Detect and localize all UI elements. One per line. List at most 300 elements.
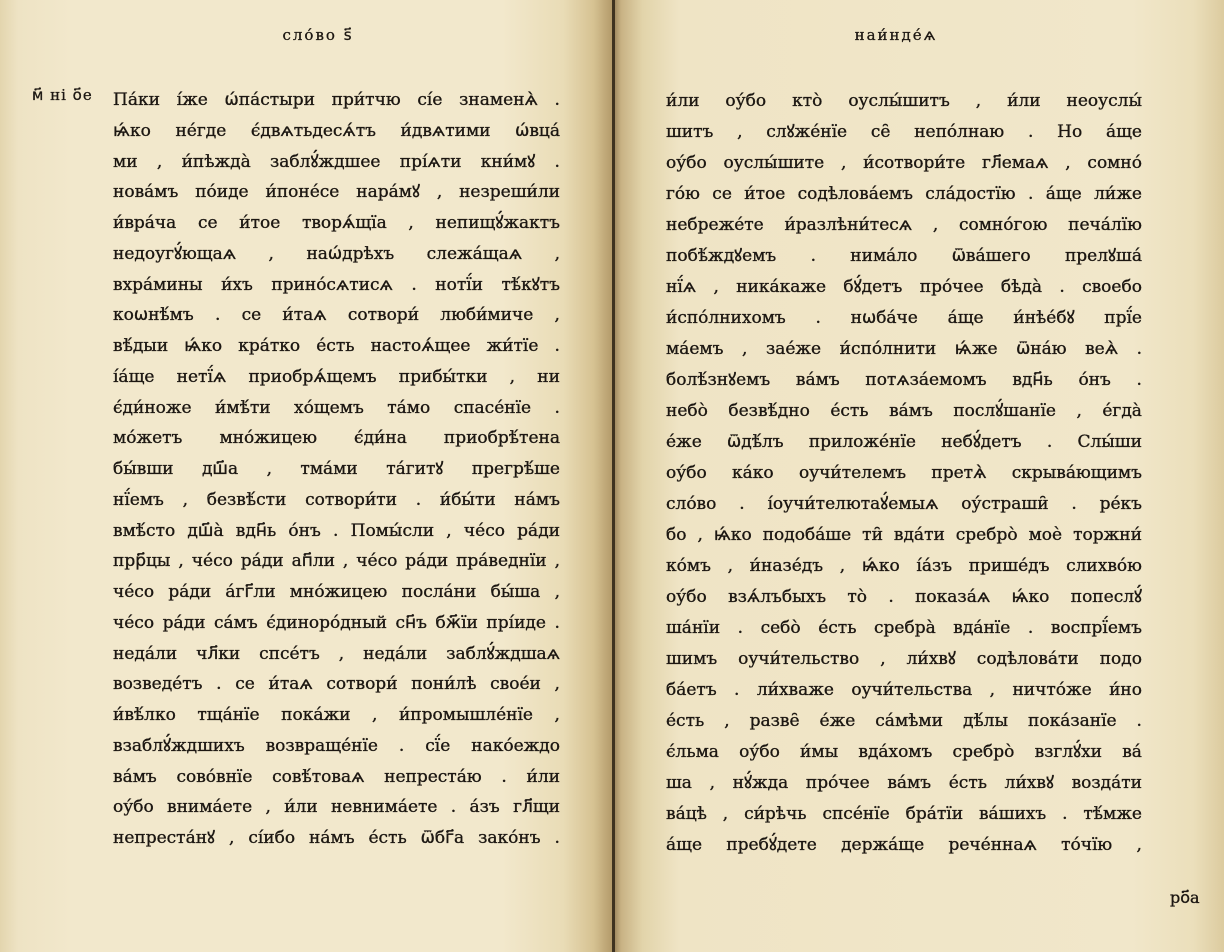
word: вда́ти xyxy=(893,525,945,545)
word: шимъ xyxy=(666,649,718,669)
word: при́тчю xyxy=(331,90,401,110)
word: подоба́ше xyxy=(762,525,852,545)
word: а́ще xyxy=(666,835,703,855)
word: приобрѧ́щемъ xyxy=(248,366,377,387)
word: , xyxy=(839,556,846,576)
word: нара́мꙋ xyxy=(356,182,420,203)
word: возведе́тъ xyxy=(113,674,203,695)
word: и́мы xyxy=(800,742,839,762)
word: рече́ннаѧ xyxy=(948,835,1037,855)
word: . xyxy=(554,151,560,172)
word: ва́цѣ xyxy=(666,804,707,824)
word: посла́ни xyxy=(401,582,477,602)
word: сї́е xyxy=(425,735,451,756)
word: попеслꙋ́ xyxy=(1070,587,1142,607)
word: се xyxy=(712,184,732,204)
text-line xyxy=(666,210,1142,241)
word: пока́занїе xyxy=(1028,711,1117,731)
word: то̀ xyxy=(847,587,867,607)
text-line xyxy=(666,613,1142,644)
word: вмѣ́сто xyxy=(113,520,176,541)
word: пребꙋ́дете xyxy=(726,835,817,855)
word: а́ще xyxy=(1105,122,1142,142)
word: Помы́сли xyxy=(350,520,435,541)
word: чл҃ки xyxy=(196,643,241,664)
text-line xyxy=(666,768,1142,799)
text-line xyxy=(666,582,1142,613)
word: кра́тко xyxy=(238,336,301,356)
word: ли́хвꙋ xyxy=(1004,773,1054,793)
word: прише́дъ xyxy=(968,556,1050,576)
word: неда́ли xyxy=(363,643,428,664)
word: ра́ди xyxy=(517,520,560,541)
word: хо́щемъ xyxy=(294,397,364,418)
word: є́льма xyxy=(666,742,719,762)
word: мно́жицею xyxy=(289,582,388,602)
word: ѩ́ко xyxy=(713,525,752,545)
word: недоугꙋ́ющаѧ xyxy=(113,243,237,264)
word: бы́вши xyxy=(113,459,174,479)
text-line xyxy=(666,396,1142,427)
word: , xyxy=(1136,835,1142,855)
running-head-right: наи́нде́ѧ xyxy=(854,26,938,44)
word: непищꙋ́жактъ xyxy=(435,213,560,233)
word: , xyxy=(709,773,716,793)
text-line xyxy=(113,331,560,362)
word: тща́нїе xyxy=(197,705,260,725)
word: ра́ди xyxy=(240,551,284,572)
word: нї́емъ xyxy=(113,489,164,510)
word: ра́ди xyxy=(168,582,212,602)
word: го́ю xyxy=(666,184,700,204)
word: неда́ли xyxy=(113,643,178,664)
word: сло́во xyxy=(666,494,717,514)
text-line xyxy=(666,427,1142,458)
word: и́ли xyxy=(666,91,700,111)
word: е́сть xyxy=(818,618,857,638)
word: и́нѣе́бꙋ xyxy=(1013,308,1075,328)
word: не́где xyxy=(175,120,227,141)
right-text-block xyxy=(666,86,1142,861)
text-line xyxy=(113,116,560,147)
text-line xyxy=(666,148,1142,179)
word: тма́ми xyxy=(300,459,358,479)
word: ва́мъ xyxy=(113,766,157,787)
text-line xyxy=(113,362,560,393)
text-line xyxy=(113,454,560,485)
word: заблꙋ́ждшаѧ xyxy=(446,643,560,664)
word: . xyxy=(810,246,816,266)
word: оучи́тельства xyxy=(851,680,973,700)
word: содѣлова́емъ xyxy=(797,184,913,204)
word: , xyxy=(554,582,560,602)
word: послꙋ́шанїе xyxy=(953,401,1056,421)
word: скрыва́ющимъ xyxy=(1011,463,1142,483)
word: . xyxy=(1062,804,1068,824)
word: и́двѧтими xyxy=(400,120,491,141)
word: бꙋ́детъ xyxy=(843,277,903,297)
word: си́рѣчь xyxy=(744,804,807,824)
word: держа́ще xyxy=(841,835,925,855)
word: ба́етъ xyxy=(666,680,717,700)
text-line xyxy=(666,830,1142,861)
word: и́вѣ́лко xyxy=(113,705,176,725)
word: наѡ́дрѣхъ xyxy=(306,243,395,264)
word: . xyxy=(737,618,744,638)
word: сотвори́ xyxy=(347,305,420,326)
word: своебо xyxy=(1082,277,1142,297)
word: . xyxy=(734,680,740,700)
text-line xyxy=(666,303,1142,334)
text-line xyxy=(666,675,1142,706)
text-line xyxy=(666,272,1142,303)
word: а́ще xyxy=(1045,184,1082,204)
word: и́тое xyxy=(239,213,281,233)
word: небреже́те xyxy=(666,215,764,235)
word: оу́бо xyxy=(666,463,707,483)
text-line xyxy=(666,241,1142,272)
word: торжни́ xyxy=(1073,525,1142,545)
word: . xyxy=(214,305,221,326)
word: а́зъ xyxy=(469,797,500,818)
word: . xyxy=(450,797,457,818)
word: гл҃емаѧ xyxy=(981,153,1049,173)
word: зае́же xyxy=(765,339,822,359)
margin-note: м҃ ні о҃е xyxy=(32,86,93,104)
word: . xyxy=(554,828,560,848)
word: ѿбг҃а xyxy=(420,828,465,848)
word: коѡнѣ́мъ xyxy=(113,305,194,326)
word: и́пѣжда̀ xyxy=(181,151,251,172)
word: ѿдѣ́лъ xyxy=(727,432,784,452)
word: . xyxy=(815,308,821,328)
word: , xyxy=(371,705,378,725)
word: сотвори́ xyxy=(326,674,398,695)
word: оу́бо xyxy=(739,742,780,762)
word: прегрѣ́ше xyxy=(471,459,560,479)
word: непреста́нꙋ xyxy=(113,828,216,848)
word: сі́е xyxy=(417,90,443,110)
word: . xyxy=(333,520,339,541)
word: на́мъ xyxy=(309,828,355,848)
word: ѩ́ко xyxy=(184,336,223,356)
word: и́таѧ xyxy=(268,674,313,695)
word: ѡ́па́стыри xyxy=(224,90,315,110)
word: є́диноро́дный xyxy=(266,612,387,633)
word: ѿва́шего xyxy=(951,246,1031,266)
word: и́промышле́нїе xyxy=(398,705,533,725)
word: разве̑ xyxy=(749,711,800,731)
word: свое́и xyxy=(490,674,541,695)
word: нима́ло xyxy=(850,246,918,266)
word: бо xyxy=(666,525,687,545)
word: кто̀ xyxy=(792,91,823,111)
word: неоуслы́ xyxy=(1066,91,1142,111)
word: се xyxy=(235,674,255,695)
word: оучи́тельство xyxy=(738,649,860,669)
word: потѧза́емомъ xyxy=(865,370,987,390)
folio-number: ро҃а xyxy=(1170,888,1200,907)
word: бж҃їи xyxy=(435,612,478,633)
word: ра́ди xyxy=(162,612,206,633)
word: тѣ́кꙋтъ xyxy=(501,274,560,295)
word: бра́тїи xyxy=(905,804,964,824)
word: о́нъ xyxy=(288,520,321,541)
word: нꙋ́жда xyxy=(732,773,789,793)
word: веѧ̀ xyxy=(1085,339,1119,359)
word: и́бы́ти xyxy=(439,489,496,510)
word: показа́ѧ xyxy=(915,587,991,607)
word: ша xyxy=(666,773,692,793)
word: гл҃щи xyxy=(513,797,560,818)
text-line xyxy=(113,147,560,178)
word: ми xyxy=(113,151,138,172)
word: пони́лѣ xyxy=(411,674,477,695)
word: дш҃а xyxy=(201,459,239,479)
word: , xyxy=(268,243,274,264)
word: , xyxy=(182,489,188,510)
text-line xyxy=(666,334,1142,365)
word: сла́достїю xyxy=(925,184,1016,204)
word: ре́къ xyxy=(1099,494,1142,514)
word: прр҃цы xyxy=(113,551,171,572)
word: спсе́нїе xyxy=(822,804,890,824)
word: вхра́мины xyxy=(113,274,203,295)
word: , xyxy=(554,674,560,695)
word: ко́мъ xyxy=(666,556,711,576)
text-line xyxy=(666,551,1142,582)
word: і́оучи́телютаꙋ́емыѧ xyxy=(767,494,939,514)
word: спсе́тъ xyxy=(259,643,320,664)
word: взаблꙋ́ждшихъ xyxy=(113,735,245,756)
word: творѧ́щїа xyxy=(301,213,387,233)
word: та́гитꙋ xyxy=(386,459,444,479)
text-line xyxy=(666,799,1142,830)
word: приложе́нїе xyxy=(808,432,916,452)
word: ли́же xyxy=(1094,184,1142,204)
word: ѩ́ко xyxy=(861,556,900,576)
word: се̑ xyxy=(870,122,891,142)
word: , xyxy=(840,153,847,173)
word: и́мѣ́ти xyxy=(215,397,271,418)
word: невнима́ете xyxy=(330,797,438,818)
word: са́мѣми xyxy=(875,711,943,731)
word: . xyxy=(739,494,745,514)
word: ма́емъ xyxy=(666,339,724,359)
word: возвраще́нїе xyxy=(265,735,378,756)
word: слежа́щаѧ xyxy=(426,243,523,264)
text-line xyxy=(666,365,1142,396)
word: безвѣ́сти xyxy=(206,489,287,510)
word: сово́внїе xyxy=(176,766,253,787)
word: оучи́телемъ xyxy=(798,463,907,483)
word: , xyxy=(156,151,163,172)
word: , xyxy=(724,711,730,731)
word: є́двѧтьдесѧ́тъ xyxy=(250,120,376,141)
word: і́а́ще xyxy=(113,366,155,387)
word: е́сть xyxy=(666,711,705,731)
word: че́со xyxy=(113,582,155,602)
text-line xyxy=(666,117,1142,148)
word: дш҃а̀ xyxy=(187,520,224,541)
word: и́поне́се xyxy=(265,182,340,203)
word: е́сть xyxy=(368,828,407,848)
word: та́мо xyxy=(387,397,431,418)
word: . xyxy=(1027,122,1034,142)
word: мно́жицею xyxy=(219,428,317,449)
word: е́сть xyxy=(948,773,987,793)
text-line xyxy=(113,300,560,331)
word: воспрї́емъ xyxy=(1050,618,1142,638)
word: и́ли xyxy=(1007,91,1041,111)
word: , xyxy=(554,243,560,264)
word: , xyxy=(408,213,414,233)
word: че́со xyxy=(356,551,398,572)
text-line xyxy=(113,239,560,270)
text-line xyxy=(113,577,560,608)
word: прино́сѧтисѧ xyxy=(271,274,393,295)
text-line xyxy=(113,177,560,208)
word: , xyxy=(697,525,703,545)
word: , xyxy=(338,643,345,664)
word: , xyxy=(1076,401,1082,421)
word: , xyxy=(737,122,743,142)
word: нова́мъ xyxy=(113,182,179,203)
word: . xyxy=(888,587,894,607)
word: слꙋже́нїе xyxy=(766,122,848,142)
text-line xyxy=(113,792,560,823)
word: сребро̀ xyxy=(952,742,1015,762)
word: сребро̀ xyxy=(955,525,1018,545)
word: непреста́ю xyxy=(384,766,482,787)
word: , xyxy=(342,551,349,572)
word: , xyxy=(228,828,235,848)
word: непо́лнаю xyxy=(914,122,1005,142)
word: ка́ко xyxy=(732,463,774,483)
word: и́но xyxy=(1109,680,1142,700)
word: бы́ша xyxy=(490,582,541,602)
word: ничто́же xyxy=(1012,680,1092,700)
word: бѣда̀ xyxy=(1000,277,1042,297)
word: сребра̀ xyxy=(874,618,936,638)
word: . xyxy=(554,90,560,110)
word: нотї́и xyxy=(435,274,483,295)
word: ѩ́же xyxy=(954,339,998,359)
text-line xyxy=(113,546,560,577)
word: , xyxy=(713,277,719,297)
text-line xyxy=(666,706,1142,737)
word: є́ди́на xyxy=(354,428,407,449)
word: . xyxy=(554,336,560,356)
word: прї́е xyxy=(1104,308,1142,328)
text-line xyxy=(113,270,560,301)
word: че́со xyxy=(113,612,155,633)
word: . xyxy=(1136,370,1142,390)
word: , xyxy=(880,649,886,669)
word: оу́страши̑ xyxy=(961,494,1049,514)
word: вѣ́дыи xyxy=(113,336,169,356)
word: , xyxy=(722,804,729,824)
word: , xyxy=(265,797,271,818)
word: є́ди́ноже xyxy=(113,397,192,418)
word: небо̀ xyxy=(666,401,708,421)
word: и́тое xyxy=(744,184,786,204)
word: люби́миче xyxy=(440,305,534,326)
word: і́а́зъ xyxy=(916,556,953,576)
book-gutter xyxy=(612,0,615,952)
word: , xyxy=(727,556,733,576)
word: вда́нїе xyxy=(953,618,1011,638)
word: , xyxy=(989,680,996,700)
word: . xyxy=(1071,494,1077,514)
word: Но xyxy=(1057,122,1083,142)
word: і́же xyxy=(176,90,208,110)
text-line xyxy=(666,489,1142,520)
word: оу́бо xyxy=(666,587,707,607)
word: . xyxy=(1059,277,1065,297)
text-line xyxy=(113,208,560,239)
word: е́сть xyxy=(830,401,869,421)
word: вдн҃ь xyxy=(235,520,277,541)
word: . xyxy=(501,766,507,787)
word: ѩ́ко xyxy=(113,120,151,141)
word: . xyxy=(216,674,222,695)
word: болѣ́знꙋемъ xyxy=(666,370,771,390)
word: ва́мъ xyxy=(795,370,840,390)
text-line xyxy=(113,762,560,793)
word: че́со xyxy=(463,520,505,541)
word: и́разлѣни́тесѧ xyxy=(784,215,913,235)
word: . xyxy=(554,612,560,633)
word: спасе́нїе xyxy=(453,397,532,418)
word: ва́шихъ xyxy=(978,804,1047,824)
word: заблꙋ́ждшее xyxy=(270,151,381,172)
word: кни́мꙋ xyxy=(480,151,536,172)
word: сі́ибо xyxy=(248,828,296,848)
word: вдн҃ь xyxy=(1012,370,1053,390)
text-line xyxy=(666,520,1142,551)
word: ап҃ли xyxy=(291,551,335,572)
word: , xyxy=(436,182,443,203)
text-line xyxy=(113,516,560,547)
word: , xyxy=(178,551,184,572)
word: знаменѧ̀ xyxy=(459,90,538,110)
word: настоѧ́щее xyxy=(370,336,471,356)
word: , xyxy=(509,366,516,387)
word: . xyxy=(1027,618,1034,638)
word: про́чее xyxy=(805,773,870,793)
word: . xyxy=(1027,184,1034,204)
word: моѐ xyxy=(1028,525,1063,545)
word: дѣ́лы xyxy=(962,711,1009,731)
word: , xyxy=(932,215,939,235)
word: ни xyxy=(537,366,560,387)
word: и́спо́лнихомъ xyxy=(666,308,786,328)
word: мо́жетъ xyxy=(113,428,183,449)
word: нѡба́че xyxy=(850,308,918,328)
running-head-left: сло́во ѕ҃ xyxy=(282,26,354,44)
word: совѣ́товаѧ xyxy=(272,766,365,787)
word: . xyxy=(554,397,560,418)
text-line xyxy=(113,485,560,516)
word: Слы́ши xyxy=(1077,432,1142,452)
word: прі́ѧти xyxy=(399,151,462,172)
text-line xyxy=(113,608,560,639)
word: претѧ̀ xyxy=(931,463,987,483)
word: прелꙋша́ xyxy=(1064,246,1142,266)
word: содѣлова́ти xyxy=(976,649,1079,669)
word: пра́веднїи xyxy=(456,551,547,572)
